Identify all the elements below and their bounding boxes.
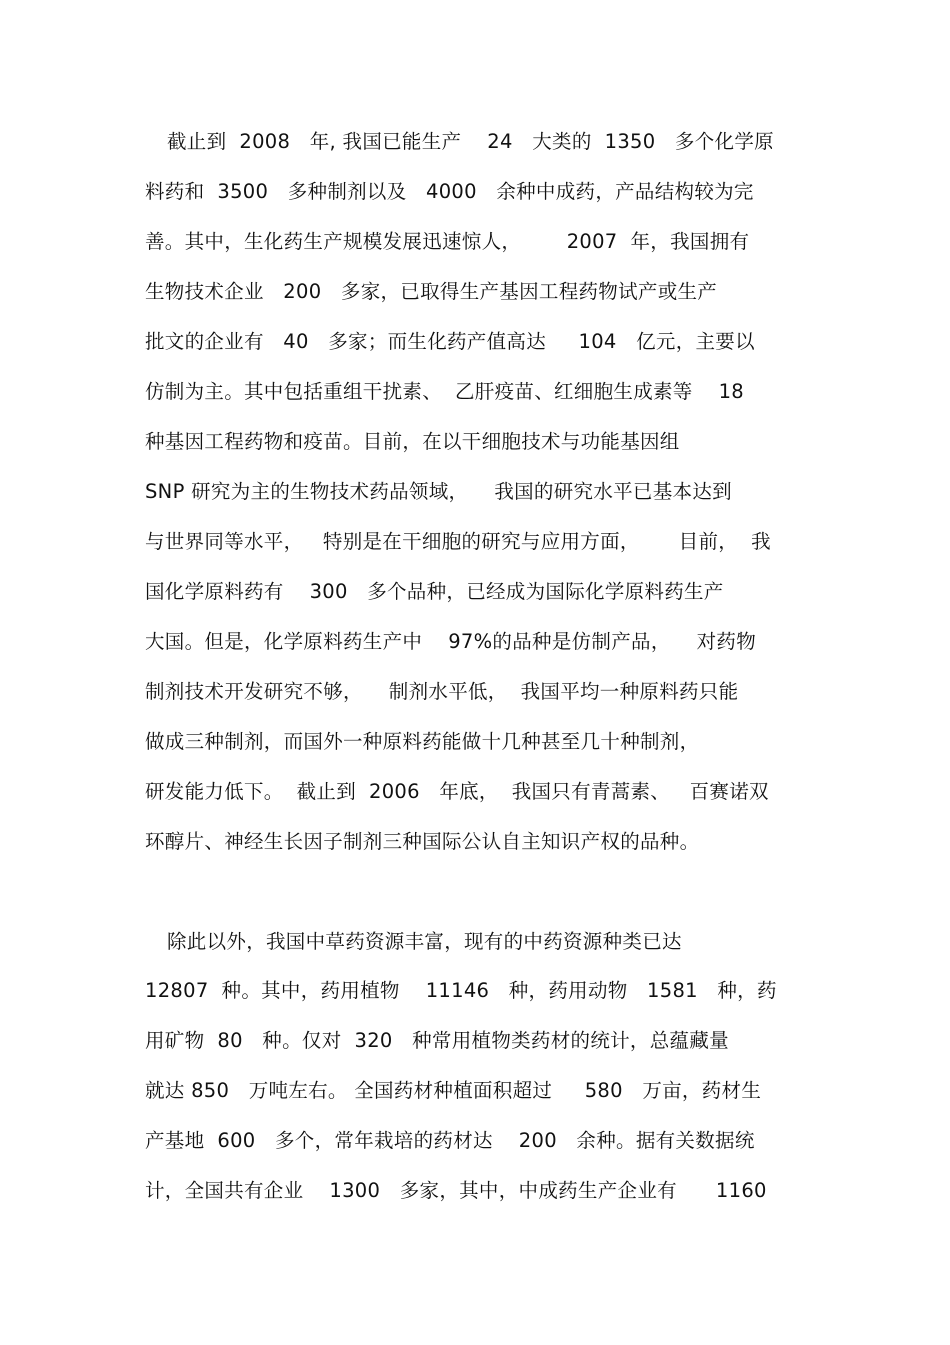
text-line: 除此以外，我国中草药资源丰富，现有的中药资源种类已达: [167, 930, 682, 953]
text-line: 环醇片、神经生长因子制剂三种国际公认自主知识产权的品种。: [145, 830, 700, 853]
text-line: 料药和 3500 多种制剂以及 4000 余种中成药，产品结构较为完: [145, 180, 754, 203]
text-line: 计，全国共有企业 1300 多家，其中，中成药生产企业有 1160: [145, 1179, 767, 1202]
text-line: 种基因工程药物和疫苗。目前，在以干细胞技术与功能基因组: [145, 430, 680, 453]
text-line: 截止到 2008 年, 我国已能生产 24 大类的 1350 多个化学原: [167, 130, 774, 153]
text-line: 生物技术企业 200 多家，已取得生产基因工程药物试产或生产: [145, 280, 718, 303]
text-line: 善。其中，生化药生产规模发展迅速惊人， 2007 年，我国拥有: [145, 230, 750, 253]
text-line: 做成三种制剂，而国外一种原料药能做十几种甚至几十种制剂，: [145, 730, 700, 753]
text-line: 12807 种。其中，药用植物 11146 种，药用动物 1581 种，药: [145, 979, 777, 1002]
text-line: 仿制为主。其中包括重组干扰素、 乙肝疫苗、红细胞生成素等 18: [145, 380, 745, 403]
text-line: 产基地 600 多个，常年栽培的药材达 200 余种。据有关数据统: [145, 1129, 755, 1152]
text-line: 大国。但是，化学原料药生产中 97%的品种是仿制产品， 对药物: [145, 630, 757, 653]
text-line: 研发能力低下。 截止到 2006 年底， 我国只有青蒿素、 百赛诺双: [145, 780, 769, 803]
text-line: SNP 研究为主的生物技术药品领域， 我国的研究水平已基本达到: [145, 480, 732, 503]
text-line: 国化学原料药有 300 多个品种，已经成为国际化学原料药生产: [145, 580, 724, 603]
text-line: 批文的企业有 40 多家；而生化药产值高达 104 亿元，主要以: [145, 330, 755, 353]
text-line: 制剂技术开发研究不够， 制剂水平低， 我国平均一种原料药只能: [145, 680, 739, 703]
text-line: 就达 850 万吨左右。 全国药材种植面积超过 580 万亩，药材生: [145, 1079, 762, 1102]
text-line: 与世界同等水平， 特别是在干细胞的研究与应用方面， 目前， 我: [145, 530, 771, 553]
text-line: 用矿物 80 种。仅对 320 种常用植物类药材的统计，总蕴藏量: [145, 1029, 729, 1052]
